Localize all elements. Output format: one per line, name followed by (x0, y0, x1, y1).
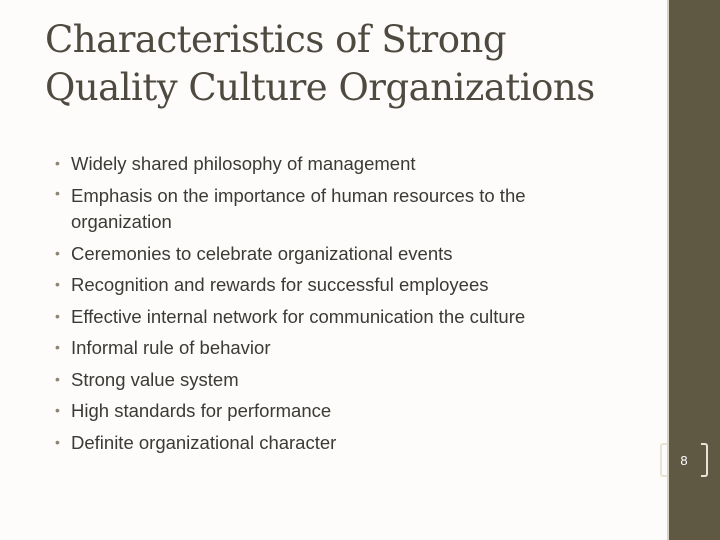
right-bracket-icon (701, 443, 708, 477)
bullet-item: • Ceremonies to celebrate organizational events (55, 238, 615, 270)
page-number: 8 (680, 452, 688, 468)
bullet-item: • Strong value system (55, 364, 615, 396)
slide-title: Characteristics of Strong Quality Culture Organizations (45, 18, 595, 109)
left-bracket-icon (660, 443, 667, 477)
bullet-item: • Emphasis on the importance of human resources to the organization (55, 180, 615, 238)
bullet-item: • Widely shared philosophy of management (55, 148, 615, 180)
bullet-item: • High standards for performance (55, 395, 615, 427)
bullet-list (55, 148, 615, 458)
bullet-item: • Effective internal network for communication the culture (55, 301, 615, 333)
page-number-box (660, 443, 708, 477)
bullet-item: • Recognition and rewards for successful employees (55, 269, 615, 301)
bullet-item: • Informal rule of behavior (55, 332, 615, 364)
bullet-item: • Definite organizational character (55, 427, 615, 459)
